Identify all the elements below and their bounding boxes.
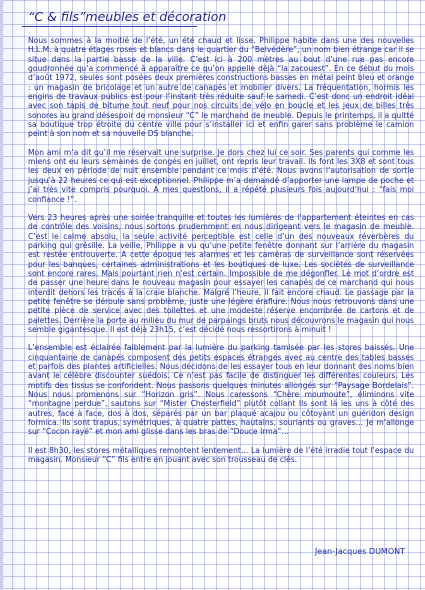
author-signature: Jean-Jacques DUMONT: [314, 547, 405, 556]
paragraph-3: Vers 23 heures après une soirée tranquille et toutes les lumières de l’appartement éteintes en cas de contrôle des voisins, nous sortons prudemment en nous dirigeant vers le magasin de meuble. C’est le calme absolu, la seule activité perceptible est celle d’un des nouveaux réverbères du parking qui grésille. La veille, Philippe a vu qu’une petite fenêtre donnant sur l’arrière du magasin est restée entrouverte. A cette époque les alarmes et les caméras de surveillance sont réservées pour les banques, certaines administrations et les boutiques de luxe. Les sociétés de surveillance sont encore rares. Mais pourtant rien n’est certain. Impossible de me dégonfler. Le mot d’ordre est de passer une heure dans le nouveau magasin pour essayer les canapés de ce marchand qui nous interdit dehors les tracés à la craie blanche. Malgré l’heure, il fait encore chaud. Le passage par la petite fenêtre se déroule sans problème, juste une légère éraflure. Nous nous retrouvons dans une petite pièce de service avec des toilettes et une modeste réserve encombrée de cartons et de palettes. Derrière la porte au milieu du mur de parpaings bruts nous découvrons le magasin qui nous semble gigantesque. Il est déjà 23h15, c’est décidé nous ressortirons à minuit !: [28, 212, 414, 334]
paragraph-5: Il est 8h30, les stores métalliques remontent lentement… La lumière de l’été irradie tout l’espace du magasin. Monsieur “C” fils entre en jouant avec son trousseau de clés.: [28, 445, 414, 465]
story-body: [28, 36, 414, 473]
story-title: “C & fils”meubles et décoration: [28, 9, 227, 24]
paragraph-1: Nous sommes à la moitié de l’été, un été chaud et lisse. Philippe habite dans une des nouvelles H.L.M. à quatre étages roses et blancs dans le quartier du “Belvédère”, un nom bien étrange car il se situe dans la partie basse de la ville. C’est ici à 200 mètres au bout d’une rue pas encore goudronnée qu’a commencé à apparaître ce qu’on appelle déjà “la zacouest”. En ce début du mois d’août 1972, seules sont posées deux premières constructions basses en métal peint bleu et orange : un magasin de bricolage et un autre de canapés et mobilier divers. La fréquentation, hormis les engins de travaux publics est pour l’instant très réduite sauf le samedi. C’est donc un endroit idéal avec son tapis de bitume tout neuf pour nos circuits de vélo en boucle et les jeux de billes très sonores au grand désespoir de monsieur “C” le marchand de meuble. Depuis le printemps, il a quitté sa boutique trop étroite du centre ville pour s’installer ici et enfin garer sans problème le camion peint à son nom et sa nouvelle DS blanche.: [28, 36, 414, 139]
paragraph-2: Mon ami m’a dit qu’il me réservait une surprise. Je dors chez lui ce soir. Ses parents qui comme les miens ont eu leurs semaines de congés en juillet, ont repris leur travail. Ils font les 3X8 et sont tous les deux en période de nuit ensemble pendant ce mois d’été. Nous avons l’autorisation de sortie jusqu’à 22 heures ce qui est exceptionnel. Philippe m’a demandé d’apporter une lampe de poche et j’ai très vite compris pourquoi. A mes questions, il a répété plusieurs fois aujourd’hui : “fais moi confiance !”.: [28, 147, 414, 204]
paragraph-4: L’ensemble est éclairée faiblement par la lumière du parking tamisée par les stores baissés. Une cinquantaine de canapés composent des petits espaces étranges avec au centre des tables basses et parfois des plantes artificielles. Nous décidons de les essayer tous en leur donnant des noms bien avant le célèbre discounter suédois. Ce n’est pas facile de distinguer les différentes couleurs. Les motifs des tissus se confondent. Nous passons quelques minutes allongés sur “Paysage Bordelais”. Nous nous promenons sur “Horizon gris”. Nous caressons “Chère moumoute”, éliminons vite “montagne perdue”, sautons sur “Mister Chesterfield” plutôt collant Ils sont là les uns à côté des autres, face à face, dos à dos, séparés par un bar plaqué acajou ou côtoyant un guéridon design formica. Ils sont trapus, symétriques, à quatre pattes, hautains, souriants ou graves… Je m’allonge sur “Cocon rayé” et mon ami glisse dans les bras de “Douce Irma”…: [28, 343, 414, 437]
title-underline: [22, 26, 197, 27]
page-margin-line: [0, 0, 3, 590]
